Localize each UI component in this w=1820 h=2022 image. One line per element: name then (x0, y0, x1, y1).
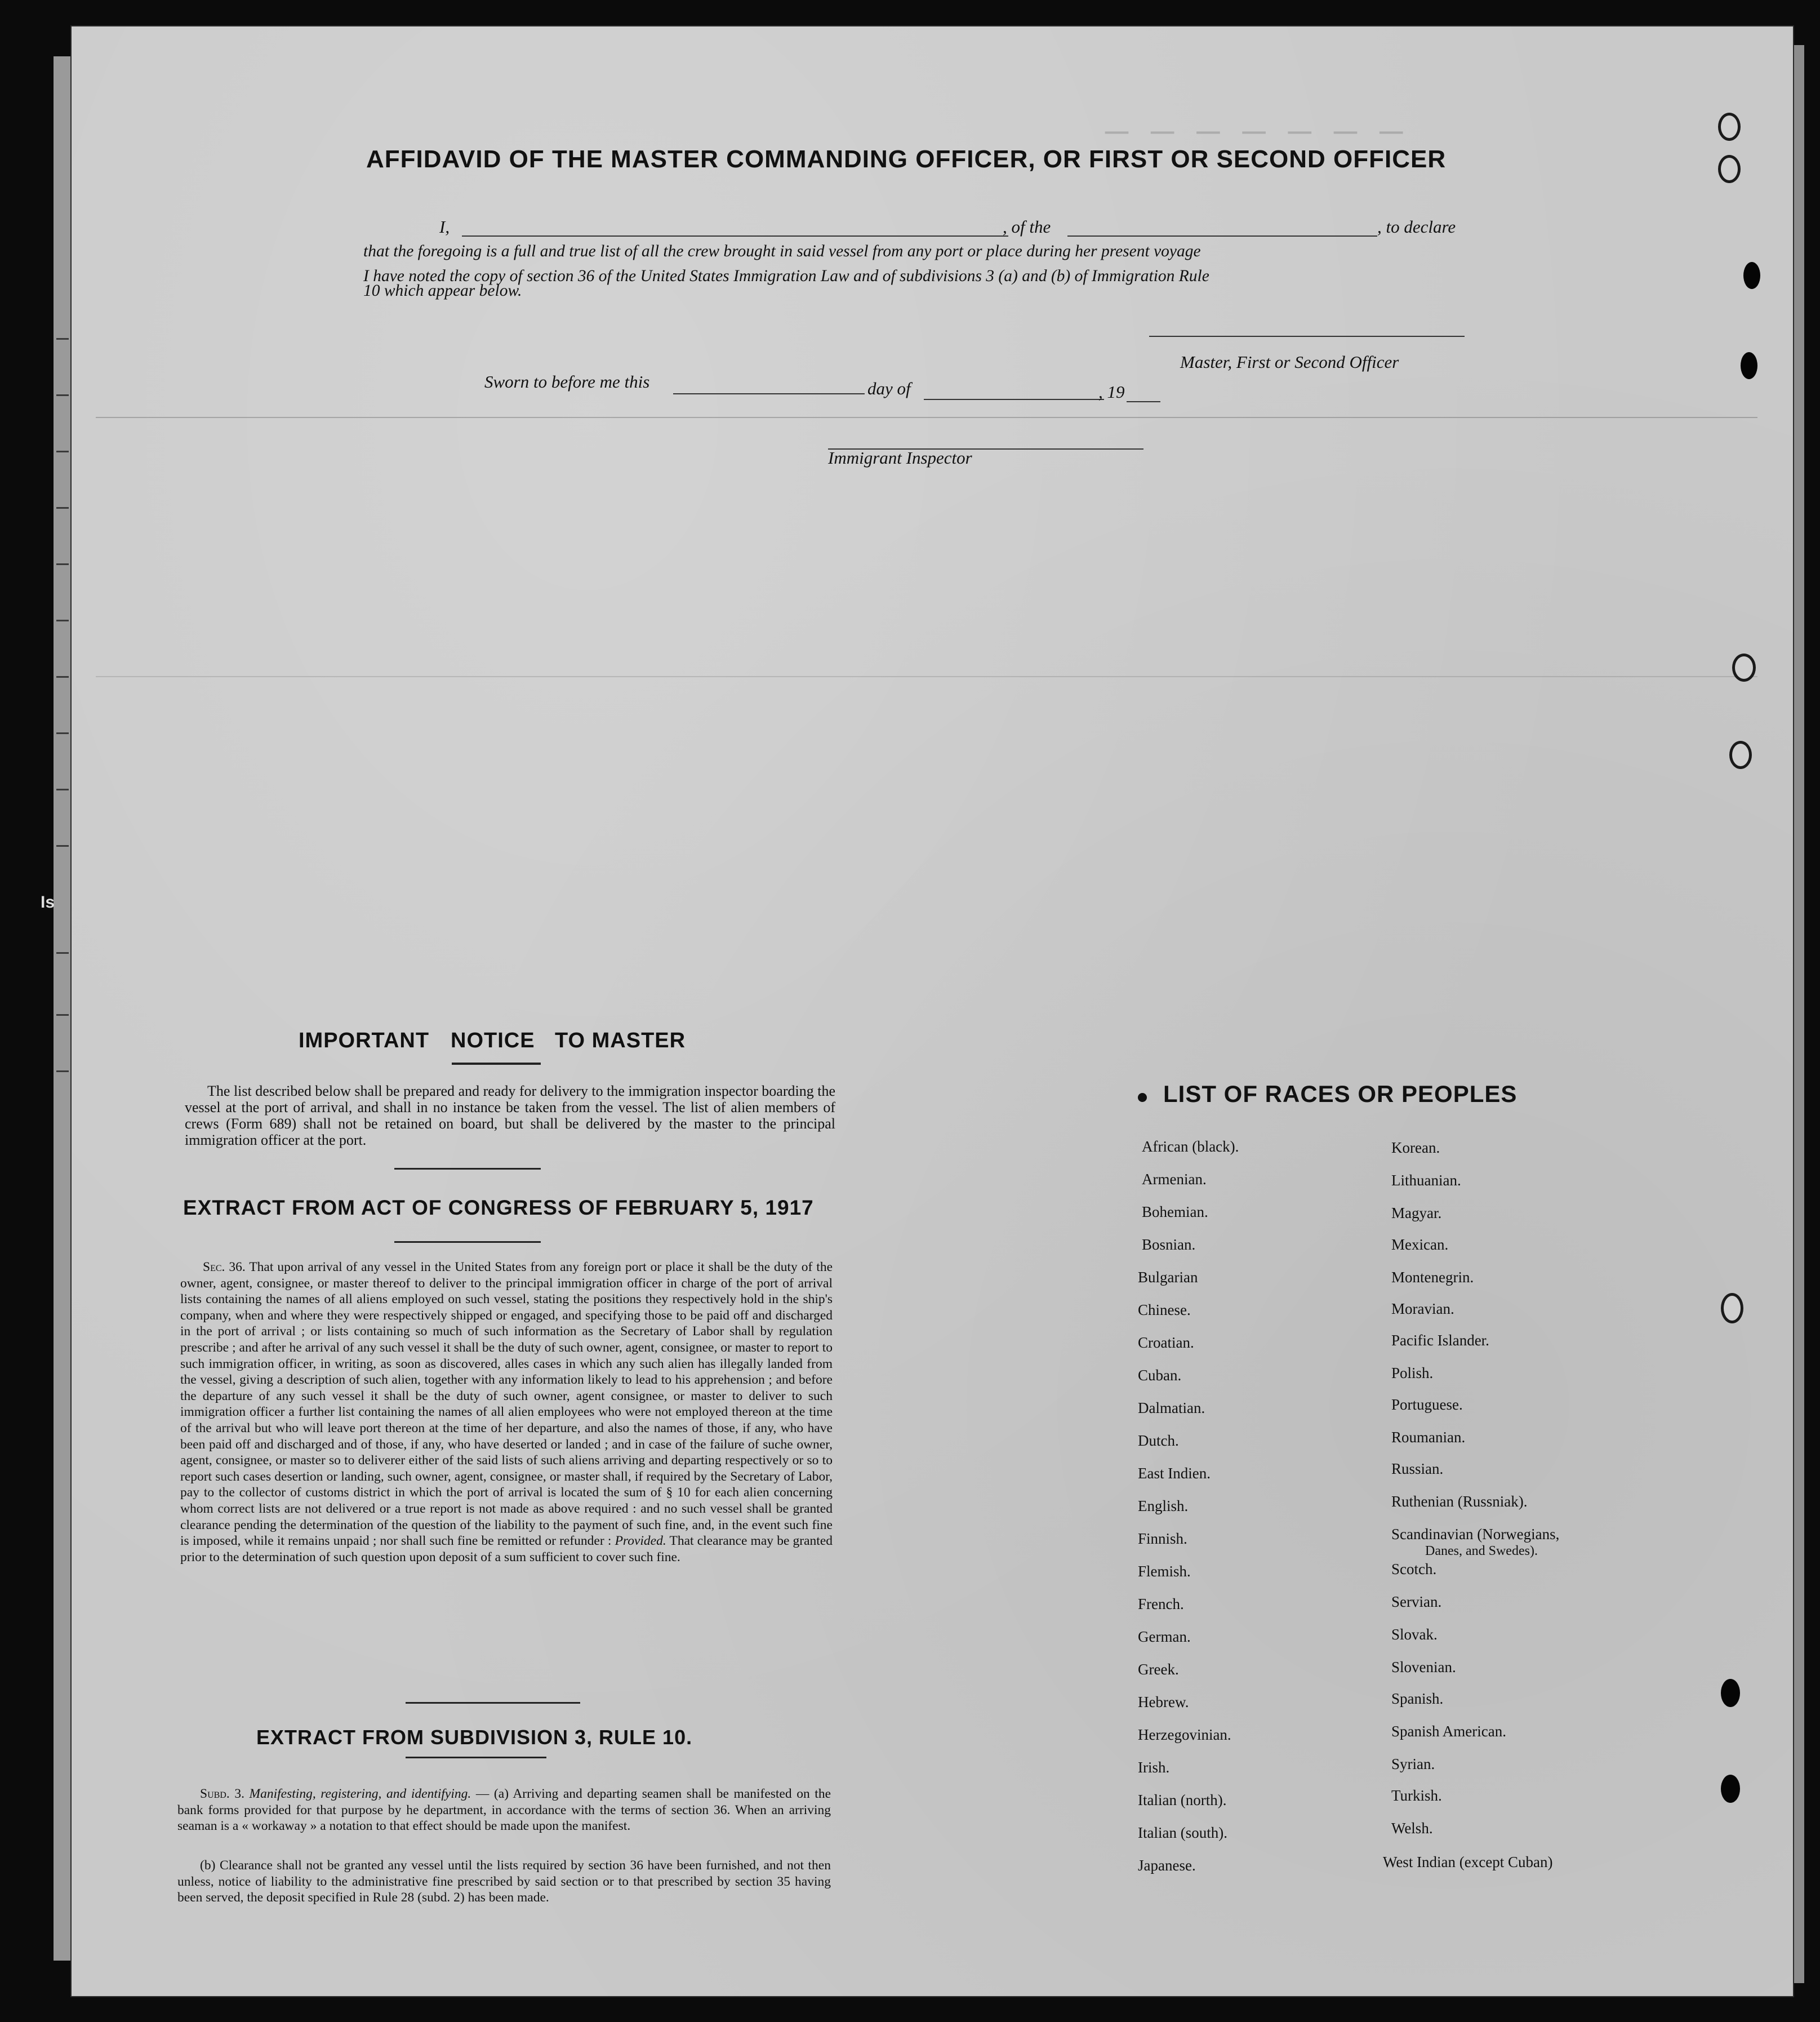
margin-tick (56, 676, 69, 678)
race-item-right: Montenegrin. (1391, 1269, 1474, 1286)
race-item-left: French. (1138, 1596, 1184, 1612)
margin-tick (56, 845, 69, 847)
act-body (180, 1259, 833, 1565)
inspector-label: Immigrant Inspector (828, 448, 972, 468)
race-item-right: West Indian (except Cuban) (1383, 1854, 1553, 1870)
race-item-left: Herzegovinian. (1138, 1726, 1231, 1743)
rule-heading-underline (406, 1757, 546, 1758)
margin-tick (56, 394, 69, 396)
punch-hole (1741, 352, 1757, 379)
name-blank-line (462, 235, 1008, 237)
races-heading: LIST OF RACES OR PEOPLES (1163, 1081, 1518, 1107)
rule-text-a: — (a) Arriving and departing seamen shall be manifested on the bank forms provided for that purpose by he department, in accordance with the terms of section 36. When an arriving seaman is a « workaway » a notation to that effect should be made upon the manifest. (177, 1787, 831, 1834)
sworn-text: Sworn to before me this (484, 372, 650, 392)
page-right-edge (1794, 45, 1804, 1983)
notice-body: The list described below shall be prepared and ready for delivery to the immigration inspector boarding the vessel at the port of arrival, and shall in no instance be taken from the vessel. The list of alien members of crews (Form 689) shall not be retained on board, but shall be delivered by the master to the principal immigration officer at the port. (185, 1083, 835, 1148)
race-item-right: Portuguese. (1391, 1396, 1463, 1413)
affidavit-title: AFFIDAVID OF THE MASTER COMMANDING OFFICER, OR FIRST OR SECOND OFFICER (366, 145, 1447, 173)
margin-tick (56, 338, 69, 340)
margin-tick (56, 952, 69, 954)
act-text: That upon arrival of any vessel in the United States from any foreign port or place it shall be the duty of the owner, agent, consignee, or master thereof to deliver to the principal immigration officer in charge of the port of arrival lists containing the names of all aliens employed on such vessel, stating the positions they respectively hold in the ship's company, when and where they were respectively shipped or engaged, and specifying those to be paid off and discharged in the port of arrival ; or lists containing so much of such information as the Secretary of Labor shall by regulation prescribe ; and after he arrival of any such vessel it shall be the duty of such owner, agent, consignee, or master to report to such immigration officer, in writing, as soon as discovered, alles cases in which any such alien has illegally landed from the vessel, giving a description of such alien, together with any information likely to lead to his apprehension ; and before the departure of any such vessel it shall be the duty of such owner, agent consignee, or master to deliver to such immigration officer a further list containing the names of all alien employees who were not employed thereon at the time of the arrival but who will leave port thereon at the time of her departure, and also the names of those, if any, who have been paid off and discharged and of those, if any, who have deserted or landed ; and in case of the failure of suche owner, agent, consignee, or master so to deliverer either of the said lists of such aliens arriving and departing respectively or so to report such cases desertion or landing, such owner, agent, consignee, or master shall, if required by the Secretary of Labor, pay to the collector of customs district in which the port of arrival is located the sum of § 10 for each alien concerning whom correct lists are not delivered or a true report is not made as above required : and no such vessel shall be granted clearance pending the determination of the question of the liability to the payment of such fine, and, in the event such fine is imposed, while it remains unpaid ; nor shall such fine be remitted or refunder : (180, 1260, 833, 1549)
race-item-left: Croatian. (1138, 1334, 1194, 1351)
race-item-right: Scotch. (1391, 1561, 1437, 1577)
race-item-right: Slovak. (1391, 1626, 1438, 1643)
race-item-left: Dalmatian. (1138, 1399, 1205, 1416)
race-item-left: Finnish. (1138, 1530, 1187, 1547)
act-heading: EXTRACT FROM ACT OF CONGRESS OF FEBRUARY 5, 1917 (183, 1196, 814, 1219)
punch-hole (1721, 1775, 1740, 1803)
margin-tick (56, 1070, 69, 1072)
race-item-right: Slovenian. (1391, 1659, 1456, 1676)
race-item-left: German. (1138, 1628, 1191, 1645)
sworn-day-of: day of (867, 379, 911, 398)
bleed-through-title: ─ ─ ─ ─ ─ ─ ─ (1098, 113, 1403, 150)
rule-body-b: (b) Clearance shall not be granted any vessel until the lists required by section 36 have been furnished, and not then unless, notice of liability to the administrative fine prescribed by said section or to that prescribed by section 35 having been served, the deposit specified in Rule 28 (subd. 2) has been made. (177, 1858, 831, 1905)
race-item-left: Hebrew. (1138, 1694, 1189, 1710)
race-item-right: Ruthenian (Russniak). (1391, 1493, 1528, 1510)
left-margin-mark: Is (41, 893, 55, 912)
race-item-left: Flemish. (1138, 1563, 1191, 1580)
notice-separator (394, 1168, 541, 1170)
punch-hole (1721, 1679, 1740, 1707)
signature-label: Master, First or Second Officer (1180, 352, 1399, 372)
sworn-date-line (673, 393, 865, 394)
act-sec-label: Sec. 36. (203, 1260, 246, 1274)
underlying-page-edge (54, 56, 70, 1961)
race-item-right: Russian. (1391, 1460, 1444, 1477)
rule-heading: EXTRACT FROM SUBDIVISION 3, RULE 10. (256, 1726, 693, 1749)
punch-hole (1729, 741, 1752, 769)
margin-tick (56, 620, 69, 621)
affidavit-line-2: that the foregoing is a full and true list of all the crew brought in said vessel from any port or place during her present voyage (363, 242, 1201, 260)
sworn-month-line (924, 399, 1104, 400)
margin-tick (56, 507, 69, 509)
race-item-left: Irish. (1138, 1759, 1170, 1776)
act-provided: Provided. (615, 1534, 666, 1549)
race-item-left: Armenian. (1142, 1171, 1207, 1188)
race-item-right: Spanish American. (1391, 1723, 1506, 1740)
race-item-left: African (black). (1142, 1138, 1239, 1155)
race-item-right: Korean. (1391, 1139, 1440, 1156)
race-item-left: Bulgarian (1138, 1269, 1198, 1286)
bullet-dot (1138, 1093, 1147, 1102)
race-item-right: Welsh. (1391, 1820, 1433, 1837)
race-item-left: Italian (south). (1138, 1824, 1227, 1841)
race-item-left: East Indien. (1138, 1465, 1211, 1482)
affidavit-of-the: , of the (1003, 217, 1051, 237)
rule-subd-label: Subd. 3. (200, 1787, 244, 1801)
signature-line (1149, 336, 1465, 337)
notice-heading-important: IMPORTANT (299, 1029, 430, 1052)
rule-subd-title: Manifesting, registering, and identifying. (249, 1787, 471, 1801)
race-item-right: Syrian. (1391, 1756, 1435, 1772)
affidavit-line-4: 10 which appear below. (363, 282, 522, 300)
race-item-left: English. (1138, 1497, 1189, 1514)
race-item-right: Polish. (1391, 1365, 1434, 1381)
race-item-right: Scandinavian (Norwegians, (1391, 1526, 1560, 1543)
race-item-left: Chinese. (1138, 1301, 1191, 1318)
notice-heading-to-master: TO MASTER (555, 1029, 686, 1052)
notice-heading-underline (452, 1063, 541, 1065)
punch-hole (1718, 155, 1741, 183)
vessel-blank-line (1067, 235, 1377, 237)
punch-hole (1718, 113, 1741, 141)
punch-hole (1721, 1293, 1743, 1323)
punch-hole (1743, 262, 1760, 289)
race-item-left: Bohemian. (1142, 1203, 1208, 1220)
punch-hole (1732, 654, 1756, 682)
race-item-right: Pacific Islander. (1391, 1332, 1489, 1349)
rule-separator (406, 1702, 580, 1704)
document-page (70, 25, 1794, 1997)
race-item-right: Magyar. (1391, 1205, 1442, 1221)
race-item-right: Roumanian. (1391, 1429, 1466, 1446)
race-item-left: Greek. (1138, 1661, 1179, 1678)
race-item-right: Turkish. (1391, 1787, 1442, 1804)
race-item-right: Moravian. (1391, 1300, 1454, 1317)
sworn-year-line (1127, 401, 1160, 402)
race-item-left: Japanese. (1138, 1857, 1196, 1874)
affidavit-line-3: I have noted the copy of section 36 of the United States Immigration Law and of subdivisions 3 (a) and (b) of Immigration Rule (363, 267, 1209, 285)
affidavit-to-declare: , to declare (1377, 217, 1456, 237)
act-heading-underline (394, 1241, 541, 1243)
race-item-left: Cuban. (1138, 1367, 1182, 1384)
race-item-left: Italian (north). (1138, 1792, 1227, 1808)
margin-tick (56, 1014, 69, 1016)
sworn-year-prefix: , 19 (1098, 382, 1125, 402)
race-scandinavian-cont: Danes, and Swedes). (1425, 1544, 1538, 1558)
race-item-left: Bosnian. (1142, 1236, 1196, 1253)
race-item-right: Spanish. (1391, 1690, 1444, 1707)
margin-tick (56, 789, 69, 790)
race-item-right: Servian. (1391, 1593, 1442, 1610)
race-item-left: Dutch. (1138, 1432, 1179, 1449)
race-item-right: Mexican. (1391, 1236, 1449, 1253)
act-text-end: That clearance may be granted prior to the determination of such question upon deposit of a sum sufficient to cover such fine. (180, 1534, 833, 1565)
bleed-through-rule (96, 676, 1757, 677)
affidavit-i: I, (439, 217, 450, 237)
bleed-through-rule (96, 417, 1757, 418)
notice-heading-notice: NOTICE (451, 1029, 535, 1052)
rule-body-a (177, 1786, 831, 1834)
margin-tick (56, 451, 69, 452)
margin-tick (56, 732, 69, 734)
race-item-right: Lithuanian. (1391, 1172, 1461, 1189)
margin-tick (56, 563, 69, 565)
